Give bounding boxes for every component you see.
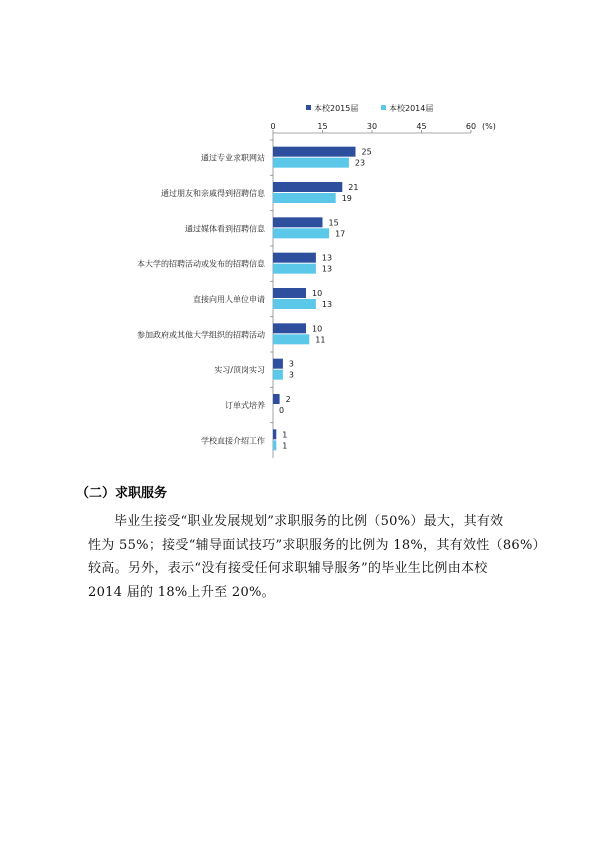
bar (273, 193, 336, 203)
bar (273, 228, 329, 238)
bar (273, 182, 342, 192)
legend-swatch (381, 105, 386, 110)
category-label: 通过专业求职网站 (201, 153, 265, 163)
data-label: 10 (312, 324, 323, 334)
data-label: 2 (285, 395, 291, 404)
paragraph-line: 性为 55%；接受“辅导面试技巧”求职服务的比例为 18%，其有效性（86%） (88, 537, 546, 553)
bar (273, 288, 306, 298)
bar (273, 217, 323, 227)
data-label: 1 (282, 441, 288, 451)
data-label: 0 (279, 406, 285, 415)
bar (273, 370, 283, 380)
bar (273, 440, 276, 450)
bar (273, 299, 316, 309)
legend-label: 本校2015届 (314, 104, 359, 113)
category-label: 直接向用人单位申请 (193, 295, 265, 304)
category-label: 参加政府或其他大学组织的招聘活动 (137, 330, 265, 340)
x-tick-label: 45 (416, 122, 427, 131)
data-label: 10 (312, 289, 323, 298)
data-label: 19 (341, 194, 352, 203)
legend-label: 本校2014届 (389, 104, 434, 113)
category-label: 本大学的招聘活动或发布的招聘信息 (137, 259, 265, 269)
legend-swatch (306, 105, 311, 110)
data-label: 13 (321, 300, 333, 309)
category-label: 通过朋友和亲戚得到招聘信息 (161, 189, 265, 198)
data-label: 13 (321, 253, 333, 263)
category-label: 订单式培养 (225, 401, 265, 410)
body-paragraph (88, 510, 546, 604)
category-label: 实习/顶岗实习 (214, 365, 265, 375)
bar (273, 253, 316, 263)
paragraph-line: 2014 届的 18%上升至 20%。 (88, 584, 275, 600)
x-tick-label: 0 (270, 122, 276, 131)
data-label: 21 (348, 183, 359, 192)
x-tick-label: 60 (465, 122, 477, 131)
bar (273, 429, 276, 439)
bar (273, 264, 316, 274)
paragraph-line: 较高。另外，表示“没有接受任何求职辅导服务”的毕业生比例由本校 (88, 561, 488, 576)
data-label: 15 (328, 218, 339, 228)
data-label: 17 (335, 229, 346, 239)
paragraph-line: 毕业生接受“职业发展规划”求职服务的比例（50%）最大，其有效 (114, 514, 504, 529)
data-label: 1 (282, 430, 288, 440)
category-label: 通过媒体看到招聘信息 (185, 224, 265, 234)
data-label: 3 (288, 370, 294, 380)
data-label: 25 (361, 147, 372, 157)
data-label: 11 (315, 335, 326, 345)
data-label: 13 (321, 264, 333, 274)
bar (273, 158, 349, 168)
data-label: 3 (288, 359, 294, 369)
bar (273, 359, 283, 369)
x-unit-label: (%) (482, 122, 496, 131)
bar (273, 147, 356, 157)
data-label: 23 (354, 158, 366, 168)
x-tick-label: 30 (366, 122, 378, 131)
category-label: 学校直接介绍工作 (201, 436, 265, 446)
x-tick-label: 15 (317, 122, 328, 131)
bar (273, 394, 280, 404)
bar (273, 323, 306, 333)
section-heading: （二）求职服务 (76, 486, 168, 501)
bar (273, 334, 309, 344)
